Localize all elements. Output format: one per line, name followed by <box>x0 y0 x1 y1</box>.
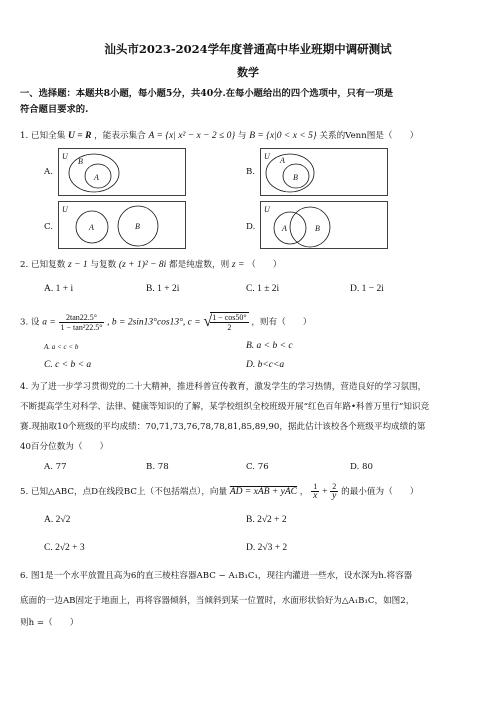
q3-option-c: C. c < b < a <box>44 360 92 370</box>
q4-line2: 不断提高学生对科学、法律、健康等知识的了解，某学校组织全校班级开展“红色百年路•科普万里行”知识竞 <box>20 402 430 412</box>
q3-option-d: D. b<c<a <box>246 360 285 370</box>
q2-option-d: D. 1 − 2i <box>350 284 384 294</box>
q5-option-b: B. 2√2 + 2 <box>246 515 287 525</box>
q2-option-a: A. 1 + i <box>44 284 74 294</box>
q2-mid: 与复数 <box>90 260 117 270</box>
venn-d-u-label: U <box>264 205 270 214</box>
q1-venn-b <box>260 148 388 196</box>
q2-prefix: 2. 已知复数 <box>20 260 66 270</box>
q1-set-a: A = {x| x² − x − 2 ≤ 0} <box>148 131 236 141</box>
q3-option-b: B. a < b < c <box>246 341 293 351</box>
q3-a-numerator: 2tan22.5° <box>59 313 105 323</box>
q2-suffix: 都是纯虚数，则 <box>169 260 230 270</box>
q3-c-denominator: 2 <box>227 323 232 332</box>
q3-a-denominator: 1 − tan²22.5° <box>60 322 103 332</box>
q3-stem <box>20 307 311 337</box>
venn-c-b-label: B <box>135 222 140 231</box>
venn-a-u-label: U <box>62 152 68 161</box>
q4-line1: 4. 为了进一步学习贯彻党的二十大精神，推进科普宣传教育，激发学生的学习热情，营造良好的学习氛围， <box>20 382 427 392</box>
q3-option-a: A. a < c < b <box>44 343 79 351</box>
q5-f1-num: 1 <box>311 482 319 492</box>
q3-prefix: 3. 设 <box>20 317 40 328</box>
section-heading-line2: 符合题目要求的. <box>20 104 89 115</box>
q1-universal-set: U = R <box>68 131 92 141</box>
venn-c-u-label: U <box>62 205 68 214</box>
q1-and: 与 <box>237 131 247 141</box>
exam-title: 汕头市2023-2024学年度普通高中毕业班期中调研测试 <box>104 42 392 56</box>
q2-z-eq: z = <box>231 260 245 270</box>
q1-prefix: 1. 已知全集 <box>20 131 66 141</box>
q3-a-fraction <box>59 313 105 332</box>
q1-venn-a <box>58 148 186 196</box>
subject-title: 数学 <box>237 66 259 79</box>
q1-venn-c <box>58 201 186 249</box>
q3-c-numerator: 1 − cos50° <box>212 313 247 322</box>
q1-option-b-label: B. <box>246 167 256 177</box>
q3-suffix: ，则有（ ） <box>251 317 312 328</box>
venn-c-a-label: A <box>89 223 94 232</box>
q5-suffix: 的最小值为（ ） <box>341 487 419 497</box>
venn-d-a-label: A <box>282 224 287 233</box>
q3-sqrt-sign: √ <box>203 313 213 330</box>
q3-a-eq: a = <box>42 317 56 328</box>
q1-option-c-label: C. <box>44 222 54 232</box>
q5-f1-den: x <box>313 491 318 501</box>
q3-b-expr: , b = 2sin13°cos13°, c = <box>107 317 201 328</box>
q5-fraction-2 <box>330 482 338 501</box>
q5-plus: + <box>322 487 328 497</box>
q4-line4: 40百分位数为（ ） <box>20 442 109 452</box>
venn-a-a-label: A <box>94 173 99 182</box>
venn-a-b-label: B <box>78 157 83 166</box>
q1-suffix: 关系的Venn图是（ ） <box>319 131 419 141</box>
q6-line2: 底面的一边AB固定于地面上，再将容器倾斜，当倾斜到某一位置时，水面形状恰好为△A₁B₁C，如图2， <box>20 596 415 606</box>
q2-expr1: z − 1 <box>68 260 88 270</box>
q5-prefix: 5. 已知△ABC，点D在线段BC上（不包括端点），向量 <box>20 487 228 497</box>
q5-option-a: A. 2√2 <box>44 515 71 525</box>
q4-option-c: C. 76 <box>246 462 269 472</box>
venn-b-a-label: A <box>280 156 285 165</box>
venn-b-u-label: U <box>264 152 270 161</box>
q4-option-a: A. 77 <box>44 462 67 472</box>
q5-option-d: D. 2√3 + 2 <box>246 543 288 553</box>
q5-stem <box>20 479 418 505</box>
venn-d-b-label: B <box>315 224 320 233</box>
venn-b-b-label: B <box>293 173 298 182</box>
q6-line3: 则h =（ ） <box>20 618 79 628</box>
q2-stem <box>20 260 282 271</box>
q4-option-d: D. 80 <box>350 462 373 472</box>
q1-stem <box>20 131 418 142</box>
q5-fraction-1 <box>311 482 319 501</box>
q1-option-a-label: A. <box>44 167 53 177</box>
q1-option-d-label: D. <box>246 222 256 232</box>
q4-option-b: B. 78 <box>146 462 169 472</box>
q4-line3: 赛.现抽取10个班级的平均成绩：70,71,73,76,78,78,81,85,89,90，据此估计该校各个班级平均成绩的第 <box>20 422 426 432</box>
q2-option-b: B. 1 + 2i <box>146 284 180 294</box>
q1-mid: ，能表示集合 <box>94 131 146 141</box>
q2-option-c: C. 1 ± 2i <box>246 284 280 294</box>
q5-option-c: C. 2√2 + 3 <box>44 543 85 553</box>
section-heading-line1: 一、选择题：本题共8小题，每小题5分，共40分.在每小题给出的四个选项中，只有一项是 <box>20 88 394 99</box>
q5-mid: ， <box>299 487 309 497</box>
q5-vector-expr: AD = xAB + yAC <box>229 487 298 497</box>
q5-f2-num: 2 <box>330 482 338 492</box>
q2-expr2: (z + 1)² − 8i <box>118 260 167 270</box>
q5-f2-den: y <box>332 491 337 501</box>
q1-set-b: B = {x|0 < x < 5} <box>249 131 317 141</box>
q1-venn-d <box>260 201 388 249</box>
q2-end: （ ） <box>247 260 282 270</box>
q3-c-fraction <box>210 312 248 332</box>
q6-line1: 6. 图1是一个水平放置且高为6的直三棱柱容器ABC − A₁B₁C₁，现往内灌进一些水，设水深为h.将容器 <box>20 571 413 581</box>
